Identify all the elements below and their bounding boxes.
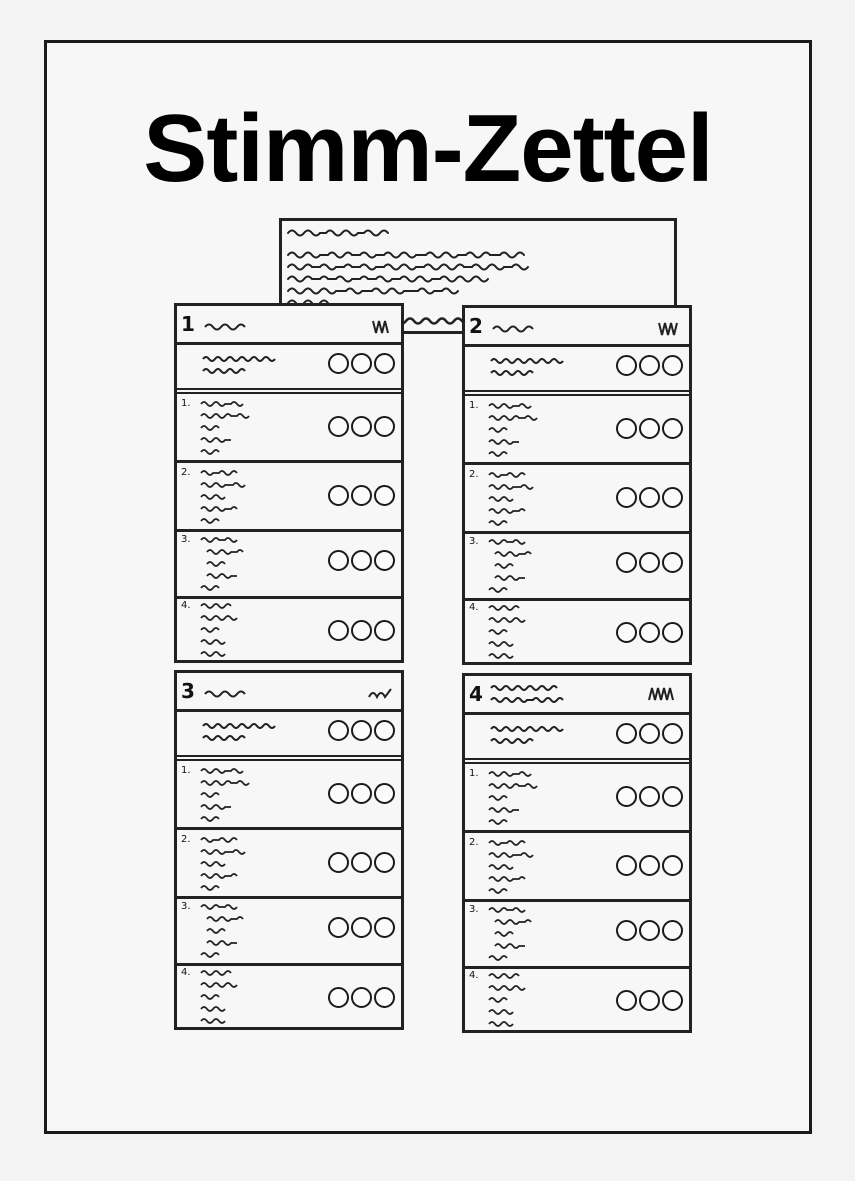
vote-circle[interactable] xyxy=(374,416,395,437)
vote-circle[interactable] xyxy=(374,852,395,873)
vote-circles xyxy=(616,552,683,573)
vote-circle[interactable] xyxy=(374,620,395,641)
vote-circle[interactable] xyxy=(328,485,349,506)
vote-circle[interactable] xyxy=(639,723,660,744)
vote-circles xyxy=(328,917,395,938)
candidate-number: 3. xyxy=(181,901,191,912)
vote-circle[interactable] xyxy=(616,920,637,941)
vote-circle[interactable] xyxy=(616,855,637,876)
section-summary-row xyxy=(465,712,689,764)
vote-circle[interactable] xyxy=(616,990,637,1011)
vote-circle[interactable] xyxy=(662,855,683,876)
vote-circle[interactable] xyxy=(639,487,660,508)
vote-circle[interactable] xyxy=(374,353,395,374)
ballot-section-4 xyxy=(462,673,692,1033)
section-number: 3 xyxy=(181,679,195,703)
candidate-number: 1. xyxy=(469,400,479,411)
candidate-number: 4. xyxy=(469,602,479,613)
vote-circle[interactable] xyxy=(328,783,349,804)
candidate-row xyxy=(465,396,689,465)
vote-circle[interactable] xyxy=(374,917,395,938)
candidate-number: 2. xyxy=(181,834,191,845)
candidate-row xyxy=(177,897,401,966)
candidate-text-scribble xyxy=(487,970,577,1028)
vote-circle[interactable] xyxy=(351,620,372,641)
section-header xyxy=(177,673,401,712)
candidate-text-scribble xyxy=(199,967,289,1025)
candidate-text-scribble xyxy=(199,467,289,525)
vote-circles xyxy=(328,783,395,804)
vote-circle[interactable] xyxy=(351,550,372,571)
vote-circle[interactable] xyxy=(328,720,349,741)
candidate-text-scribble xyxy=(199,600,289,658)
vote-circles xyxy=(328,987,395,1008)
vote-circle[interactable] xyxy=(662,487,683,508)
candidate-row xyxy=(177,394,401,463)
candidate-text-scribble xyxy=(487,536,577,594)
vote-circle[interactable] xyxy=(351,353,372,374)
summary-scribble xyxy=(201,352,311,378)
section-title-scribble xyxy=(203,318,393,336)
vote-circle[interactable] xyxy=(328,353,349,374)
vote-circle[interactable] xyxy=(662,786,683,807)
vote-circle[interactable] xyxy=(351,485,372,506)
vote-circle[interactable] xyxy=(639,552,660,573)
candidate-row xyxy=(177,830,401,899)
candidate-row xyxy=(465,532,689,601)
candidate-text-scribble xyxy=(199,534,289,592)
vote-circle[interactable] xyxy=(639,990,660,1011)
vote-circle[interactable] xyxy=(662,920,683,941)
candidate-text-scribble xyxy=(487,469,577,527)
candidate-number: 3. xyxy=(469,536,479,547)
vote-circle[interactable] xyxy=(662,355,683,376)
candidate-number: 2. xyxy=(181,467,191,478)
vote-circle[interactable] xyxy=(662,723,683,744)
vote-circle[interactable] xyxy=(328,416,349,437)
summary-circles xyxy=(616,723,683,744)
section-header xyxy=(465,676,689,715)
vote-circles xyxy=(328,852,395,873)
section-number: 2 xyxy=(469,314,483,338)
vote-circle[interactable] xyxy=(639,920,660,941)
section-header xyxy=(465,308,689,347)
vote-circle[interactable] xyxy=(616,487,637,508)
candidate-number: 3. xyxy=(181,534,191,545)
ballot-sheet xyxy=(44,40,812,1134)
vote-circle[interactable] xyxy=(374,783,395,804)
candidate-text-scribble xyxy=(487,768,577,826)
candidate-text-scribble xyxy=(199,834,289,892)
vote-circle[interactable] xyxy=(374,720,395,741)
vote-circles xyxy=(328,550,395,571)
candidate-row xyxy=(177,761,401,830)
candidate-text-scribble xyxy=(487,837,577,895)
vote-circle[interactable] xyxy=(639,355,660,376)
section-number: 1 xyxy=(181,312,195,336)
candidate-text-scribble xyxy=(487,904,577,962)
vote-circles xyxy=(616,622,683,643)
candidate-row xyxy=(177,963,401,1029)
vote-circle[interactable] xyxy=(616,418,637,439)
candidate-row xyxy=(465,900,689,969)
section-title-scribble xyxy=(203,685,393,703)
vote-circles xyxy=(616,786,683,807)
vote-circles xyxy=(616,920,683,941)
candidate-number: 4. xyxy=(181,967,191,978)
section-summary-row xyxy=(465,344,689,396)
candidate-number: 1. xyxy=(469,768,479,779)
candidate-number: 4. xyxy=(181,600,191,611)
vote-circle[interactable] xyxy=(351,720,372,741)
candidate-number: 1. xyxy=(181,765,191,776)
vote-circle[interactable] xyxy=(328,620,349,641)
candidate-row xyxy=(465,764,689,833)
vote-circle[interactable] xyxy=(351,987,372,1008)
vote-circle[interactable] xyxy=(662,418,683,439)
candidate-row xyxy=(177,530,401,599)
vote-circles xyxy=(616,418,683,439)
vote-circle[interactable] xyxy=(351,416,372,437)
candidate-number: 2. xyxy=(469,469,479,480)
vote-circle[interactable] xyxy=(351,852,372,873)
vote-circle[interactable] xyxy=(616,552,637,573)
candidate-row xyxy=(177,596,401,662)
summary-scribble xyxy=(489,354,599,380)
summary-circles xyxy=(328,353,395,374)
vote-circle[interactable] xyxy=(639,786,660,807)
vote-circle[interactable] xyxy=(374,987,395,1008)
candidate-text-scribble xyxy=(199,765,289,823)
candidate-row xyxy=(465,465,689,534)
vote-circle[interactable] xyxy=(328,987,349,1008)
summary-scribble xyxy=(489,722,599,748)
vote-circle[interactable] xyxy=(328,550,349,571)
candidate-number: 1. xyxy=(181,398,191,409)
vote-circle[interactable] xyxy=(639,622,660,643)
vote-circle[interactable] xyxy=(639,855,660,876)
candidate-row xyxy=(465,966,689,1032)
vote-circles xyxy=(616,855,683,876)
vote-circles xyxy=(328,485,395,506)
vote-circle[interactable] xyxy=(616,622,637,643)
section-header xyxy=(177,306,401,345)
section-summary-row xyxy=(177,709,401,761)
summary-scribble xyxy=(201,719,311,745)
summary-circles xyxy=(616,355,683,376)
vote-circle[interactable] xyxy=(351,783,372,804)
section-title-scribble xyxy=(491,320,681,338)
summary-circles xyxy=(328,720,395,741)
vote-circle[interactable] xyxy=(662,990,683,1011)
candidate-row xyxy=(465,833,689,902)
vote-circle[interactable] xyxy=(374,550,395,571)
vote-circles xyxy=(616,990,683,1011)
vote-circle[interactable] xyxy=(351,917,372,938)
candidate-number: 2. xyxy=(469,837,479,848)
ballot-section-1 xyxy=(174,303,404,663)
vote-circles xyxy=(328,416,395,437)
candidate-text-scribble xyxy=(199,398,289,456)
ballot-section-3 xyxy=(174,670,404,1030)
vote-circle[interactable] xyxy=(616,786,637,807)
candidate-text-scribble xyxy=(199,901,289,959)
section-number: 4 xyxy=(469,682,483,706)
candidate-number: 3. xyxy=(469,904,479,915)
candidate-number: 4. xyxy=(469,970,479,981)
section-title-scribble xyxy=(489,680,685,708)
vote-circle[interactable] xyxy=(328,852,349,873)
section-summary-row xyxy=(177,342,401,394)
vote-circle[interactable] xyxy=(639,418,660,439)
ballot-title: Stimm-Zettel xyxy=(143,95,713,202)
vote-circle[interactable] xyxy=(374,485,395,506)
ballot-section-2 xyxy=(462,305,692,665)
candidate-text-scribble xyxy=(487,400,577,458)
vote-circle[interactable] xyxy=(328,917,349,938)
vote-circle[interactable] xyxy=(616,723,637,744)
vote-circles xyxy=(616,487,683,508)
candidate-row xyxy=(465,598,689,664)
vote-circle[interactable] xyxy=(662,552,683,573)
vote-circle[interactable] xyxy=(662,622,683,643)
candidate-text-scribble xyxy=(487,602,577,660)
candidate-row xyxy=(177,463,401,532)
vote-circle[interactable] xyxy=(616,355,637,376)
vote-circles xyxy=(328,620,395,641)
